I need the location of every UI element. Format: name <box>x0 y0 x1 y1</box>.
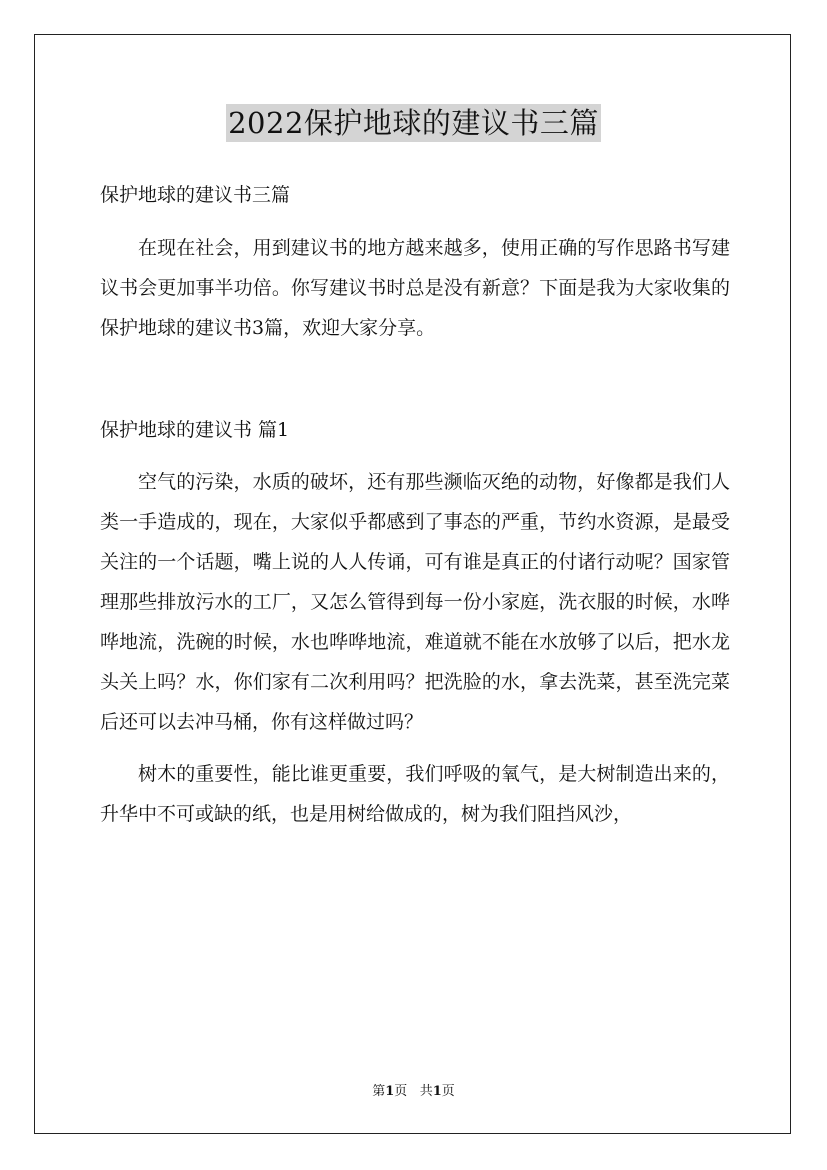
footer-page-prefix: 第 <box>372 1084 386 1099</box>
body-paragraph-2: 树木的重要性，能比谁更重要，我们呼吸的氧气，是大树制造出来的，升华中不可或缺的纸，也是用树给做成的，树为我们阻挡风沙， <box>100 763 730 825</box>
footer-page-suffix: 页 <box>394 1084 408 1099</box>
footer-total-suffix: 页 <box>441 1084 455 1099</box>
title-container <box>0 104 827 142</box>
footer-page-number: 1 <box>385 1084 395 1099</box>
footer-total-prefix: 共 <box>419 1084 433 1099</box>
footer-total-pages: 1 <box>432 1084 442 1099</box>
page-footer <box>0 1083 827 1101</box>
document-body <box>100 175 730 834</box>
document-title: 2022保护地球的建议书三篇 <box>228 106 599 140</box>
intro-paragraph: 在现在社会，用到建议书的地方越来越多，使用正确的写作思路书写建议书会更加事半功倍。你写建议书时总是没有新意？下面是我为大家收集的保护地球的建议书3篇，欢迎大家分享。 <box>100 237 730 339</box>
body-paragraph-1: 空气的污染，水质的破坏，还有那些濒临灭绝的动物，好像都是我们人类一手造成的，现在，大家似乎都感到了事态的严重，节约水资源，是最受关注的一个话题，嘴上说的人人传诵，可有谁是真正的付诸行动呢？国家管理那些排放污水的工厂，又怎么管得到每一份小家庭，洗衣服的时候，水哗哗地流，洗碗的时候，水也哗哗地流，难道就不能在水放够了以后，把水龙头关上吗？水，你们家有二次利用吗？把洗脸的水，拿去洗菜，甚至洗完菜后还可以去冲马桶，你有这样做过吗？ <box>100 471 730 733</box>
section-heading: 保护地球的建议书 篇1 <box>100 419 290 441</box>
section-spacer <box>100 348 730 410</box>
document-subtitle: 保护地球的建议书三篇 <box>100 184 291 206</box>
